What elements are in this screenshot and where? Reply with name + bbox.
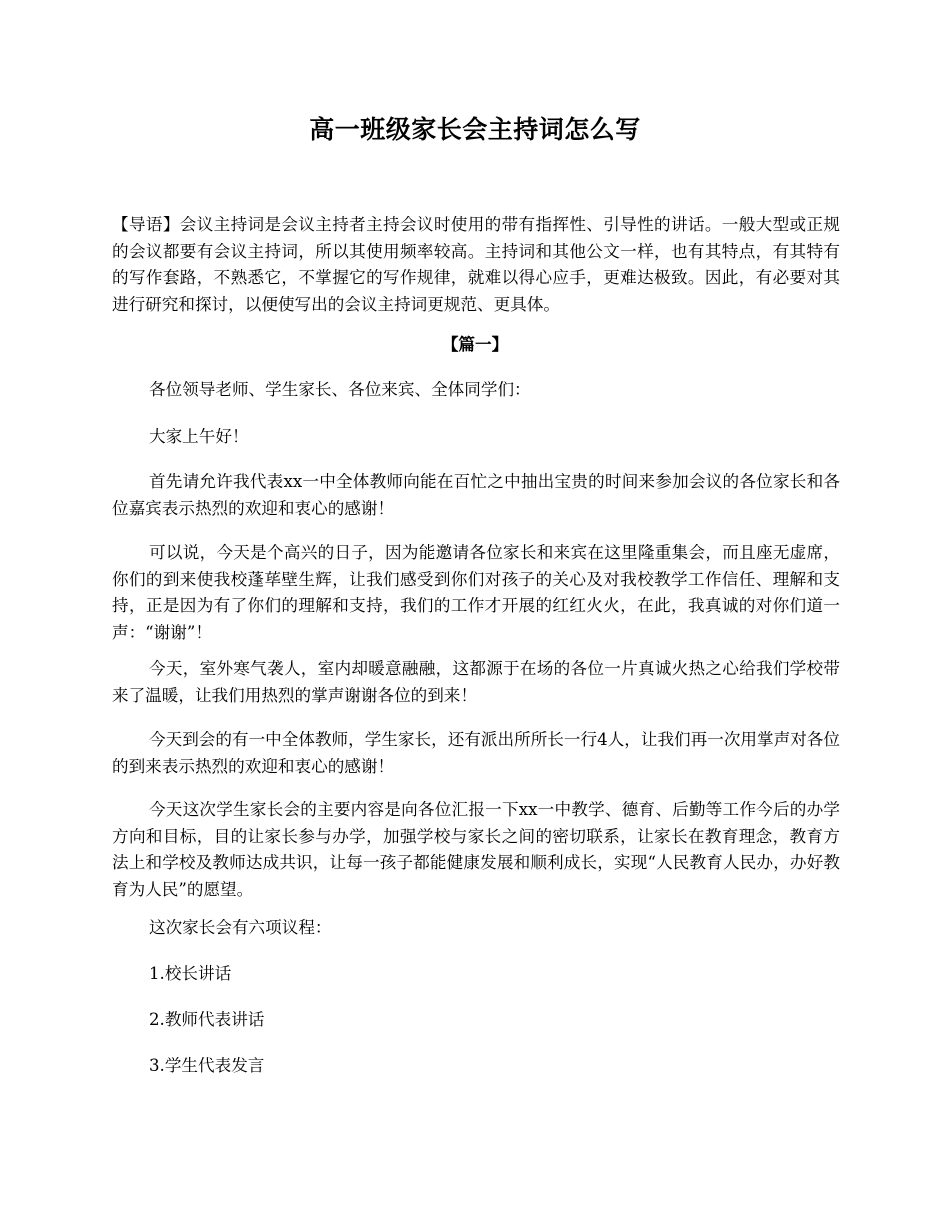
paragraph: 可以说，今天是个高兴的日子，因为能邀请各位家长和来宾在这里隆重集会，而且座无虚席，你们的到来使我校蓬荜壁生辉，让我们感受到你们对孩子的关心及对我校教学工作信任、理解和支持，正是因为有了你们的理解和支持，我们的工作才开展的红红火火，在此，我真诚的对你们道一声：“谢谢”！ bbox=[112, 543, 840, 642]
agenda-item: 3.学生代表发言 bbox=[149, 1056, 265, 1075]
greeting-paragraph: 各位领导老师、学生家长、各位来宾、全体同学们： bbox=[149, 380, 531, 399]
agenda-item: 1.校长讲话 bbox=[149, 964, 232, 983]
paragraph: 今天到会的有一中全体教师，学生家长，还有派出所所长一行4人，让我们再一次用掌声对各位的到来表示热烈的欢迎和衷心的感谢！ bbox=[112, 730, 840, 776]
section-heading: 【篇一】 bbox=[441, 334, 509, 354]
paragraph: 大家上午好！ bbox=[149, 427, 249, 446]
agenda-intro: 这次家长会有六项议程： bbox=[149, 918, 332, 937]
paragraph: 今天，室外寒气袭人，室内却暖意融融，这都源于在场的各位一片真诚火热之心给我们学校带来了温暖，让我们用热烈的掌声谢谢各位的到来！ bbox=[112, 659, 840, 705]
intro-paragraph: 【导语】会议主持词是会议主持者主持会议时使用的带有指挥性、引导性的讲话。一般大型或正规的会议都要有会议主持词，所以其使用频率较高。主持词和其他公文一样，也有其特点，有其特有的写作套路，不熟悉它，不掌握它的写作规律，就难以得心应手，更难达极致。因此，有必要对其进行研究和探讨，以便使写出的会议主持词更规范、更具体。 bbox=[112, 215, 840, 314]
agenda-item: 2.教师代表讲话 bbox=[149, 1010, 265, 1029]
document-title: 高一班级家长会主持词怎么写 bbox=[309, 115, 641, 144]
paragraph: 今天这次学生家长会的主要内容是向各位汇报一下xx一中教学、德育、后勤等工作今后的办学方向和目标，目的让家长参与办学，加强学校与家长之间的密切联系，让家长在教育理念，教育方法上和学校及教师达成共识，让每一孩子都能健康发展和顺利成长，实现“人民教育人民办，办好教育为人民”的愿望。 bbox=[112, 800, 840, 899]
paragraph: 首先请允许我代表xx一中全体教师向能在百忙之中抽出宝贵的时间来参加会议的各位家长和各位嘉宾表示热烈的欢迎和衷心的感谢！ bbox=[112, 472, 840, 518]
